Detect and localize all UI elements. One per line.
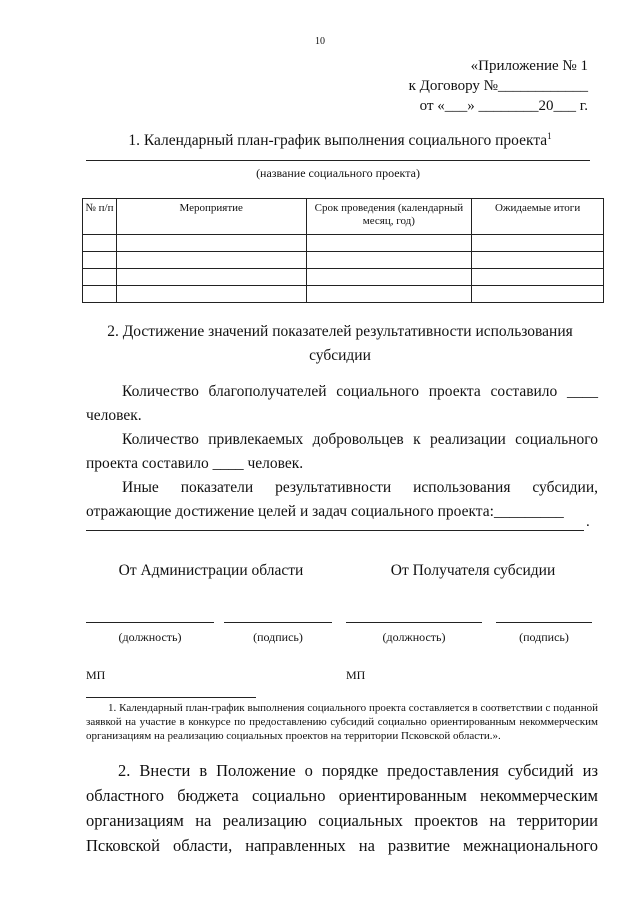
- recipient-stamp-place: МП: [346, 668, 366, 682]
- table-cell: [472, 235, 604, 252]
- schedule-table: [82, 198, 604, 303]
- contract-number: к Договору №____________: [408, 78, 588, 94]
- admin-position-caption: (должность): [118, 630, 182, 644]
- page-number: 10: [315, 36, 325, 47]
- table-cell: [306, 252, 472, 269]
- recipient-position-line: [346, 622, 482, 623]
- table-header-cell: Ожидаемые итоги: [472, 199, 604, 235]
- table-row: [83, 269, 604, 286]
- recipient-position-caption: (должность): [382, 630, 446, 644]
- table-cell: [83, 252, 117, 269]
- main-text-line: Псковской области, направленных на развитие межнационального: [86, 836, 598, 855]
- footnote-mark: 1: [547, 131, 552, 141]
- table-cell: [83, 269, 117, 286]
- admin-position-line: [86, 622, 214, 623]
- main-text-line: организациям на реализацию социальных проектов на территории: [86, 811, 598, 830]
- table-cell: [116, 269, 306, 286]
- table-cell: [472, 286, 604, 303]
- table-cell: [83, 235, 117, 252]
- main-text-line: областного бюджета социально ориентированным некоммерческим: [86, 786, 598, 805]
- table-cell: [83, 286, 117, 303]
- indicators-period: .: [586, 514, 590, 530]
- table-row: [83, 235, 604, 252]
- footnote-separator: [86, 697, 256, 698]
- recipient-signature-title: От Получателя субсидии: [390, 562, 556, 579]
- table-header-cell: № п/п: [83, 199, 117, 235]
- table-row: [83, 286, 604, 303]
- table-cell: [116, 235, 306, 252]
- table-row: [83, 252, 604, 269]
- volunteers-paragraph: Количество привлекаемых добровольцев к реализации социального проекта составило ____ человек.: [86, 431, 598, 472]
- indicators-fill-line: [86, 530, 584, 531]
- section-1-title: 1. Календарный план-график выполнения социального проекта$^1$: [128, 131, 552, 150]
- table-header-row: [83, 199, 604, 235]
- table-cell: [306, 286, 472, 303]
- table-cell: [472, 252, 604, 269]
- main-text: [86, 758, 598, 858]
- table-cell: [306, 235, 472, 252]
- table-cell: [116, 286, 306, 303]
- admin-signature-caption: (подпись): [253, 630, 303, 644]
- administration-signature-title: От Администрации области: [118, 562, 304, 579]
- table-cell: [306, 269, 472, 286]
- main-text-line: 2. Внести в Положение о порядке предоставления субсидий из: [118, 761, 598, 780]
- project-name-line: [86, 160, 590, 161]
- appendix-title: «Приложение № 1: [470, 58, 588, 74]
- project-name-caption: (название социального проекта): [256, 166, 420, 180]
- recipient-signature-caption: (подпись): [519, 630, 569, 644]
- footnote: 1. Календарный план-график выполнения социального проекта составляется в соответствии с поданной заявкой на участие в конкурсе по предоставлению субсидий социально ориентированным некоммерческим организациям на реализацию социальных проектов на территории Псковской области.».: [86, 702, 598, 742]
- table-header-cell: Срок проведения (календарный месяц, год): [306, 199, 472, 235]
- admin-stamp-place: МП: [86, 668, 106, 682]
- beneficiaries-paragraph: Количество благополучателей социального проекта составило ____ человек.: [86, 383, 598, 424]
- admin-signature-line: [224, 622, 332, 623]
- table-cell: [472, 269, 604, 286]
- section-2-title: 2. Достижение значений показателей результативности использования субсидии: [107, 323, 573, 364]
- recipient-signature-line: [496, 622, 592, 623]
- other-indicators-paragraph: Иные показатели результативности использования субсидии, отражающие достижение целей и задач социального проекта:_________: [86, 479, 598, 520]
- table-header-cell: Мероприятие: [116, 199, 306, 235]
- table-cell: [116, 252, 306, 269]
- appendix-header: [409, 56, 588, 116]
- contract-date: от «___» ________20___ г.: [419, 98, 588, 114]
